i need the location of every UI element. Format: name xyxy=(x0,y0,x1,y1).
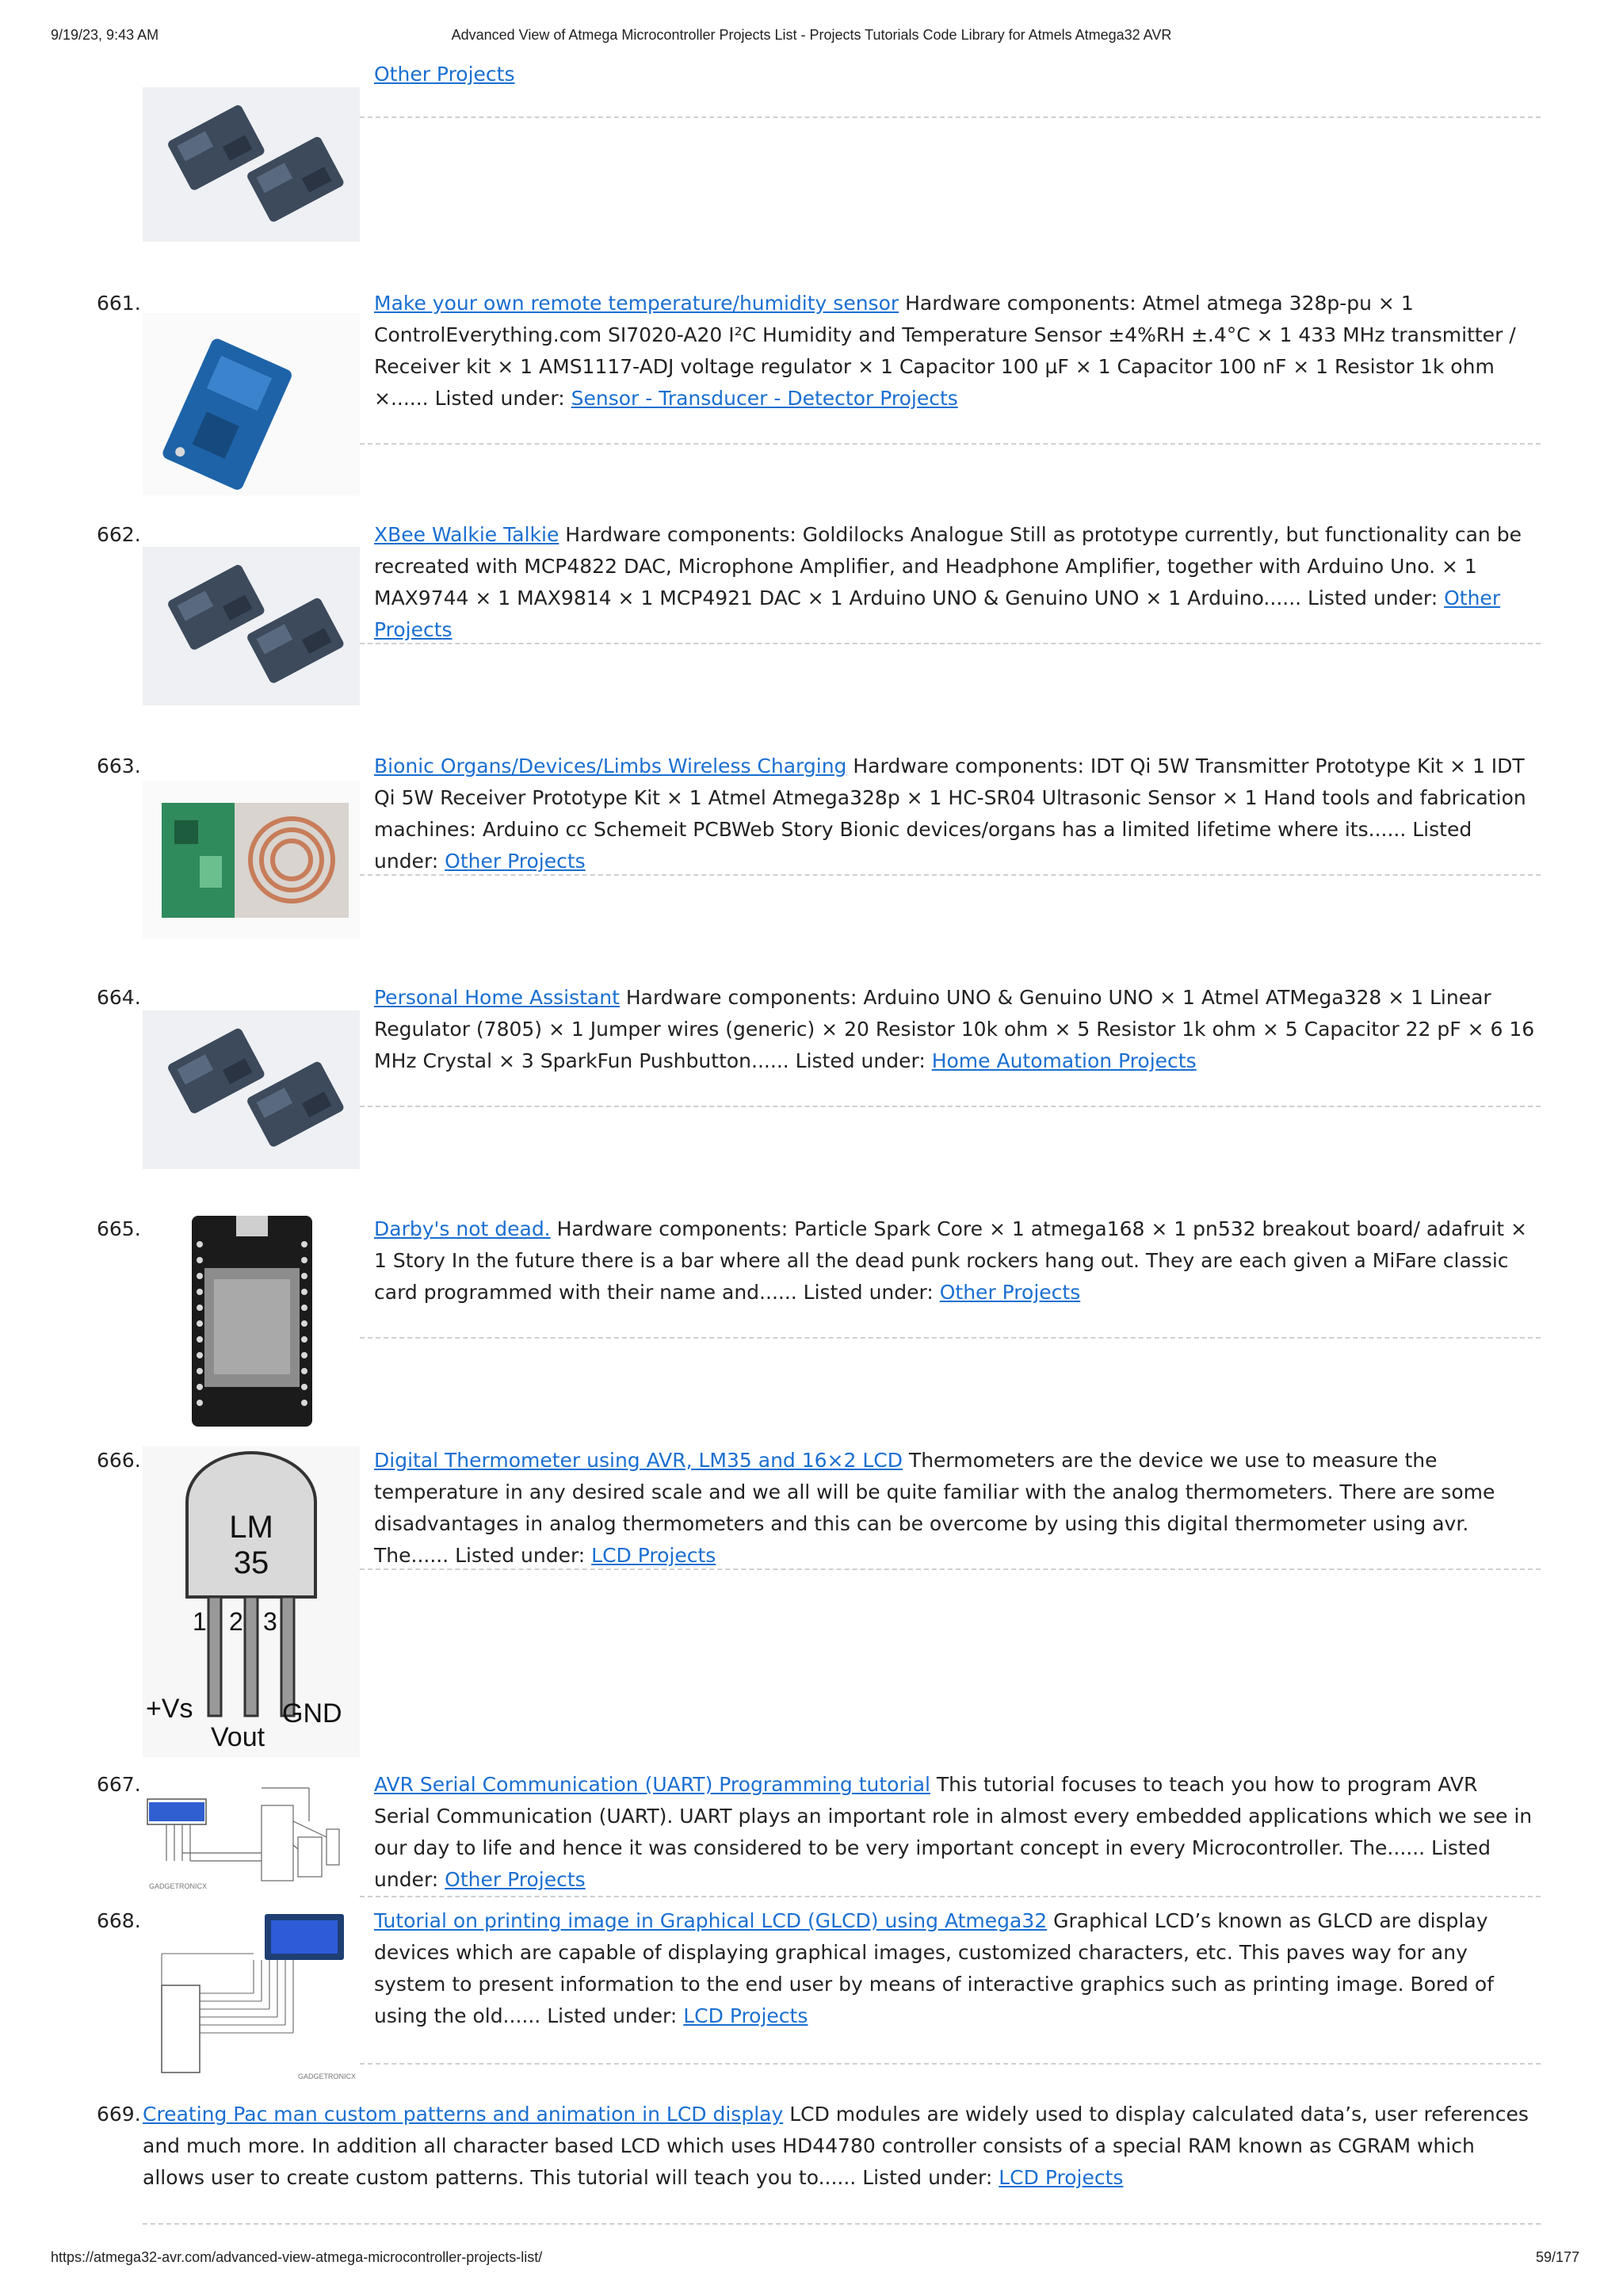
item-description xyxy=(374,1213,1539,1308)
item-divider xyxy=(360,1106,1541,1107)
project-thumbnail[interactable] xyxy=(143,313,360,495)
category-link[interactable]: Sensor - Transducer - Detector Projects xyxy=(571,387,958,410)
project-summary: Hardware components: Arduino UNO & Genuino UNO × 1 Atmel ATMega328 × 1 Linear Regulator (7805) × 1 Jumper wires (generic) × 20 Resistor 10k ohm × 5 Resistor 1k ohm × 5 Capacitor 22 pF × 6 16 MHz Crystal × 3 SparkFun Pushbutton...... Listed under: xyxy=(374,986,1535,1072)
item-divider xyxy=(360,443,1541,445)
item-divider xyxy=(360,1337,1541,1339)
item-number: 668. xyxy=(97,1909,141,1932)
project-summary: Hardware components: IDT Qi 5W Transmitter Prototype Kit × 1 IDT Qi 5W Receiver Prototype Kit × 1 Atmel Atmega328p × 1 HC-SR04 Ultrasonic Sensor × 1 Hand tools and fabrication machines: Arduino cc Schemeit PCBWeb Story Bionic devices/organs has a limited lifetime where its...... Listed under: xyxy=(374,755,1526,873)
project-thumbnail[interactable] xyxy=(143,547,360,705)
project-summary: Hardware components: Goldilocks Analogue Still as prototype currently, but functionality can be recreated with MCP4822 DAC, Microphone Amplifier, and Headphone Amplifier, together with Arduino Uno. × 1 MAX9744 × 1 MAX9814 × 1 MCP4921 DAC × 1 Arduino UNO & Genuino UNO × 1 Arduino...... Listed under: xyxy=(374,523,1522,609)
project-title-link[interactable]: Creating Pac man custom patterns and animation in LCD display xyxy=(143,2103,784,2126)
item-number: 666. xyxy=(97,1449,141,1472)
item-number: 663. xyxy=(97,755,141,777)
lm35-pinout-image xyxy=(143,1446,360,1757)
project-thumbnail[interactable] xyxy=(143,1446,360,1757)
page-number: 59/177 xyxy=(1535,2249,1579,2265)
project-thumbnail[interactable] xyxy=(143,781,360,939)
project-thumbnail[interactable] xyxy=(143,1906,360,2084)
project-summary: LCD modules are widely used to display calculated data’s, user references and much more. In addition all character based LCD which uses HD44780 controller consists of a special RAM known as CGRAM which allows user to create custom patterns. This tutorial will teach you to...... Listed under: xyxy=(143,2103,1529,2189)
item-number: 661. xyxy=(97,292,141,315)
project-title-link[interactable]: Darby's not dead. xyxy=(374,1217,551,1240)
project-summary: Graphical LCD’s known as GLCD are display devices which are capable of displaying graphical images, customized characters, etc. This paves way for any system to present information to the end user by means of interactive graphics such as printing image. Bored of using the old...... Listed under: xyxy=(374,1909,1494,2027)
project-thumbnail[interactable] xyxy=(143,1774,360,1894)
project-title-link[interactable]: Tutorial on printing image in Graphical LCD (GLCD) using Atmega32 xyxy=(374,1909,1048,1932)
item-description xyxy=(374,1445,1539,1572)
project-title-link[interactable]: XBee Walkie Talkie xyxy=(374,523,559,546)
item-divider xyxy=(360,643,1541,644)
project-title-link[interactable]: Bionic Organs/Devices/Limbs Wireless Charging xyxy=(374,755,847,777)
item-number: 665. xyxy=(97,1217,141,1240)
project-title-link[interactable]: AVR Serial Communication (UART) Programming tutorial xyxy=(374,1773,930,1796)
item-description xyxy=(143,2099,1539,2194)
item-divider xyxy=(143,2223,1541,2225)
print-header xyxy=(0,27,1623,46)
project-title-link[interactable]: Personal Home Assistant xyxy=(374,986,620,1009)
item-divider xyxy=(360,1568,1541,1570)
category-link[interactable]: Other Projects xyxy=(374,586,1501,641)
arduino-boards-image xyxy=(143,87,360,242)
item-divider xyxy=(360,874,1541,876)
project-title-link[interactable]: Make your own remote temperature/humidity sensor xyxy=(374,292,899,315)
print-datetime: 9/19/23, 9:43 AM xyxy=(51,27,159,43)
glcd-schematic-image xyxy=(143,1906,360,2084)
project-thumbnail[interactable] xyxy=(143,87,360,242)
project-title-link[interactable]: Digital Thermometer using AVR, LM35 and 16×2 LCD xyxy=(374,1449,903,1472)
category-link[interactable]: LCD Projects xyxy=(999,2166,1124,2189)
project-summary: This tutorial focuses to teach you how to program AVR Serial Communication (UART). UART plays an important role in almost every embedded applications which we see in our day to life and hence it was considered to be very important concept in every Microcontroller. The...... Listed under: xyxy=(374,1773,1533,1891)
sensor-board-image xyxy=(143,313,360,495)
item-divider xyxy=(360,1896,1541,1897)
print-url: https://atmega32-avr.com/advanced-view-atmega-microcontroller-projects-list/ xyxy=(51,2249,543,2265)
project-summary: Thermometers are the device we use to measure the temperature in any desired scale and we all will be quite familiar with the analog thermometers. There are some disadvantages in analog thermometers and this can be overcome by using this digital thermometer using avr. The...... Listed under: xyxy=(374,1449,1495,1567)
chip-label-line1: LM xyxy=(229,1510,273,1545)
item-number: 664. xyxy=(97,986,141,1009)
arduino-boards-image xyxy=(143,547,360,705)
project-summary: Hardware components: Particle Spark Core × 1 atmega168 × 1 pn532 breakout board/ adafruit × 1 Story In the future there is a bar where all the dead punk rockers hang out. They are each given a MiFare classic card programmed with their name and...... Listed under: xyxy=(374,1217,1527,1304)
category-link[interactable]: Other Projects xyxy=(939,1281,1081,1304)
vs-label: +Vs xyxy=(146,1694,193,1724)
item-number: 667. xyxy=(97,1773,141,1796)
category-link[interactable]: LCD Projects xyxy=(683,2004,808,2027)
category-link[interactable]: LCD Projects xyxy=(591,1544,716,1567)
wireless-charging-board-image xyxy=(143,781,360,939)
project-summary: Hardware components: Atmel atmega 328p-pu × 1 ControlEverything.com SI7020-A20 I²C Humidity and Temperature Sensor ±4%RH ±.4°C × 1 433 MHz transmitter / Receiver kit × 1 AMS1117-ADJ voltage regulator × 1 Capacitor 100 µF × 1 Capacitor 100 nF × 1 Resistor 1k ohm ×...... Listed under: xyxy=(374,292,1516,410)
category-link[interactable]: Other Projects xyxy=(445,1868,586,1891)
project-thumbnail[interactable] xyxy=(143,1010,360,1169)
print-page-title: Advanced View of Atmega Microcontroller Projects List - Projects Tutorials Code Library for Atmels Atmega32 AVR xyxy=(451,27,1172,43)
svg-text:GADGETRONICX: GADGETRONICX xyxy=(298,2073,357,2080)
category-link[interactable]: Other Projects xyxy=(445,850,586,873)
item-description xyxy=(374,751,1539,877)
uart-schematic-image xyxy=(143,1774,360,1894)
category-link[interactable]: Home Automation Projects xyxy=(931,1049,1197,1072)
arduino-boards-image xyxy=(143,1010,360,1169)
item-description xyxy=(374,1769,1539,1896)
item-number: 669. xyxy=(97,2103,141,2126)
item-divider xyxy=(360,2063,1541,2065)
vout-label: Vout xyxy=(211,1722,265,1752)
pin-3-label: 3 xyxy=(263,1607,277,1636)
spark-core-board-image xyxy=(143,1213,360,1431)
item-description xyxy=(374,519,1539,646)
item-description xyxy=(374,1905,1539,2032)
item-number: 662. xyxy=(97,523,141,546)
pin-1-label: 1 xyxy=(193,1607,207,1636)
chip-label-line2: 35 xyxy=(233,1545,269,1580)
item-description xyxy=(374,288,1539,415)
item-divider xyxy=(360,117,1541,118)
gnd-label: GND xyxy=(282,1698,342,1729)
svg-text:GADGETRONICX: GADGETRONICX xyxy=(149,1882,208,1890)
item-description xyxy=(374,982,1539,1077)
project-thumbnail[interactable] xyxy=(143,1213,360,1431)
print-footer xyxy=(0,2249,1623,2268)
pin-2-label: 2 xyxy=(229,1607,243,1636)
category-link[interactable]: Other Projects xyxy=(374,63,515,86)
